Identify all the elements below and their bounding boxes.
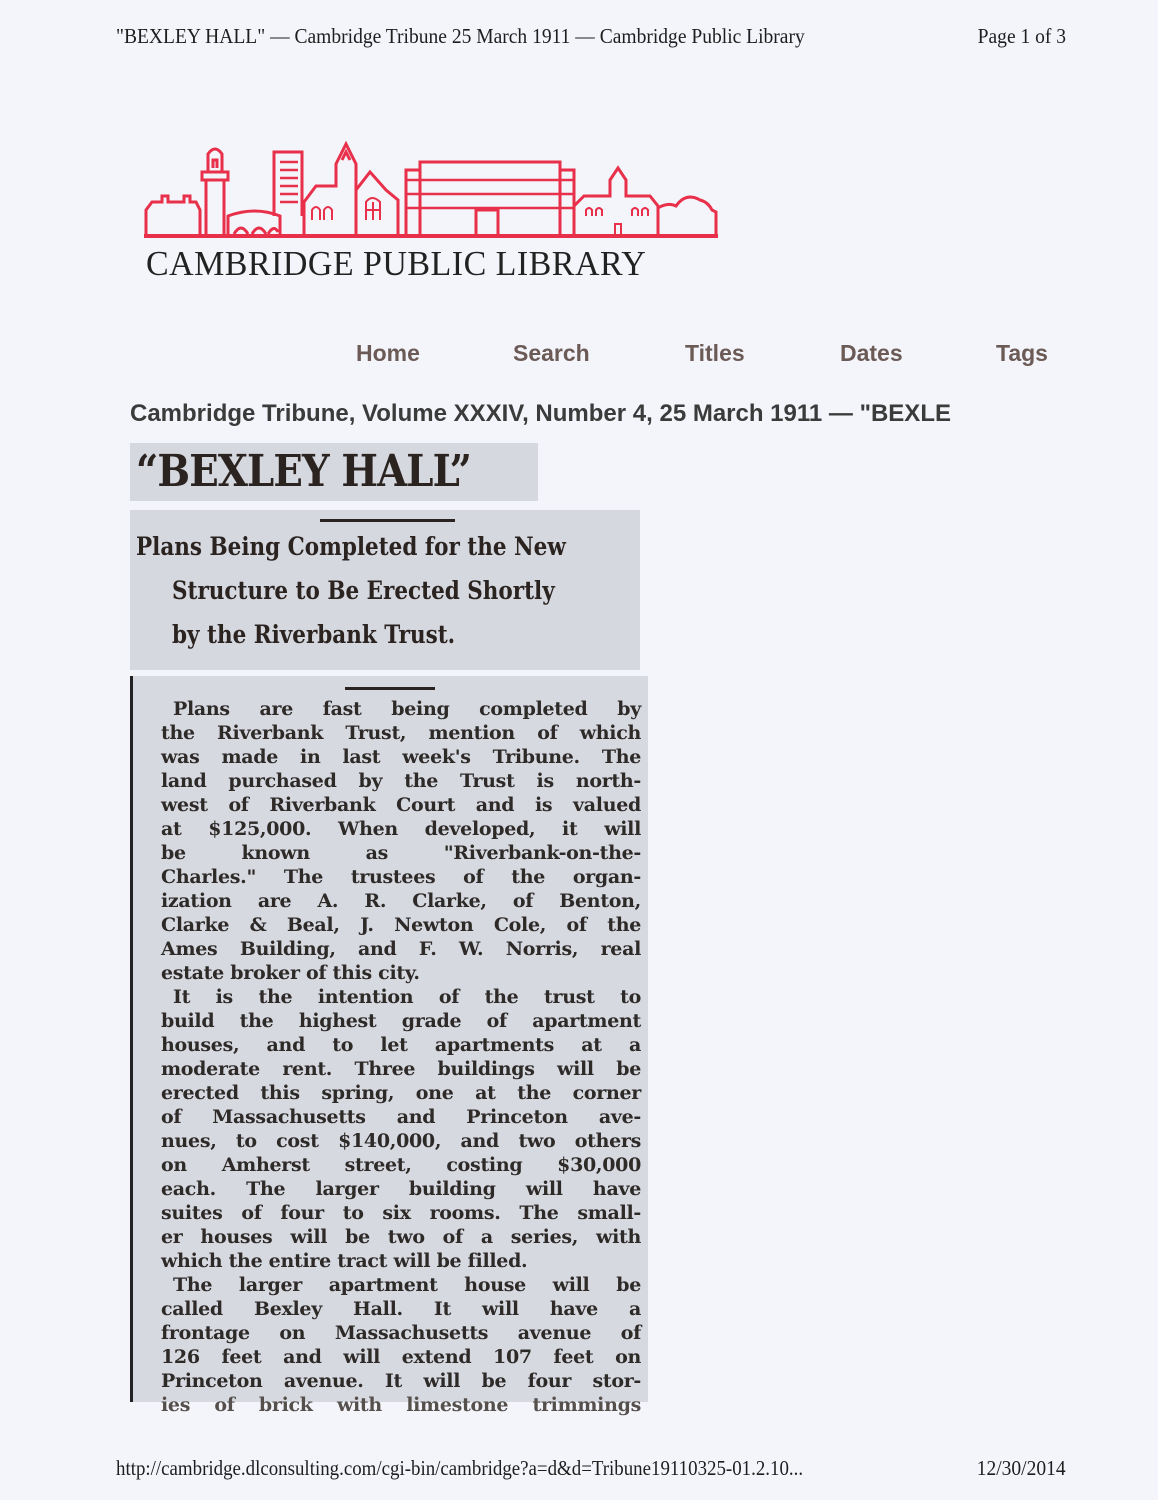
article-line: ies of brick with limestone trimmings (161, 1394, 641, 1416)
article-line: at $125,000. When developed, it will (161, 818, 641, 840)
nav-tags[interactable]: Tags (996, 340, 1048, 366)
nav-titles[interactable]: Titles (685, 340, 745, 366)
article-headline (130, 443, 538, 501)
deck-line: by the Riverbank Trust. (172, 620, 456, 649)
deck-rule (320, 519, 455, 522)
article-line: be known as "Riverbank-on-the- (161, 842, 641, 864)
article-line: It is the intention of the trust to (173, 986, 641, 1008)
deck-line: Plans Being Completed for the New (136, 532, 566, 561)
article-line: frontage on Massachusetts avenue of (161, 1322, 641, 1344)
page-number: Page 1 of 3 (977, 24, 1066, 48)
article-line: on Amherst street, costing $30,000 (161, 1154, 641, 1176)
headline-text: “BEXLEY HALL” (136, 446, 472, 497)
body-rule (345, 687, 435, 690)
article-line: Plans are fast being completed by (173, 698, 641, 720)
article-line: the Riverbank Trust, mention of which (161, 722, 641, 744)
article-line: which the entire tract will be filled. (161, 1250, 528, 1272)
article-line: nues, to cost $140,000, and two others (161, 1130, 641, 1152)
source-url[interactable]: http://cambridge.dlconsulting.com/cgi-bin/cambridge?a=d&d=Tribune19110325-01.2.10... (116, 1456, 804, 1480)
article-line: suites of four to six rooms. The small- (161, 1202, 641, 1224)
article-line: land purchased by the Trust is north- (161, 770, 641, 792)
article-line: moderate rent. Three buildings will be (161, 1058, 641, 1080)
article-line: was made in last week's Tribune. The (161, 746, 641, 768)
print-footer (116, 1456, 1066, 1486)
article-line: called Bexley Hall. It will have a (161, 1298, 641, 1320)
article-line: houses, and to let apartments at a (161, 1034, 641, 1056)
nav-dates[interactable]: Dates (840, 340, 903, 366)
article-line: west of Riverbank Court and is valued (161, 794, 641, 816)
article-line: erected this spring, one at the corner (161, 1082, 641, 1104)
library-name: CAMBRIDGE PUBLIC LIBRARY (146, 244, 647, 283)
skyline-logo-icon (140, 140, 720, 245)
article-line: Princeton avenue. It will be four stor- (161, 1370, 641, 1392)
article-line: The larger apartment house will be (173, 1274, 641, 1296)
article-line: of Massachusetts and Princeton ave- (161, 1106, 641, 1128)
issue-title: Cambridge Tribune, Volume XXXIV, Number 4, 25 March 1911 — "BEXLE (130, 400, 951, 427)
nav-home[interactable]: Home (356, 340, 420, 366)
deck-line: Structure to Be Erected Shortly (172, 576, 555, 605)
main-nav (0, 340, 1158, 370)
article-line: Clarke & Beal, J. Newton Cole, of the (161, 914, 641, 936)
article-line: Ames Building, and F. W. Norris, real (161, 938, 641, 960)
article-deck (130, 510, 640, 670)
library-logo[interactable] (140, 140, 720, 290)
print-header (116, 24, 1066, 54)
article-line: estate broker of this city. (161, 962, 420, 984)
article-line: Charles." The trustees of the organ- (161, 866, 641, 888)
print-header-title: "BEXLEY HALL" — Cambridge Tribune 25 March 1911 — Cambridge Public Library (116, 24, 805, 48)
nav-search[interactable]: Search (513, 340, 590, 366)
article-line: ization are A. R. Clarke, of Benton, (161, 890, 641, 912)
article-line: 126 feet and will extend 107 feet on (161, 1346, 641, 1368)
article-line: each. The larger building will have (161, 1178, 641, 1200)
print-date: 12/30/2014 (977, 1456, 1066, 1480)
article-line: build the highest grade of apartment (161, 1010, 641, 1032)
article-body (130, 676, 648, 1416)
article-line: er houses will be two of a series, with (161, 1226, 641, 1248)
